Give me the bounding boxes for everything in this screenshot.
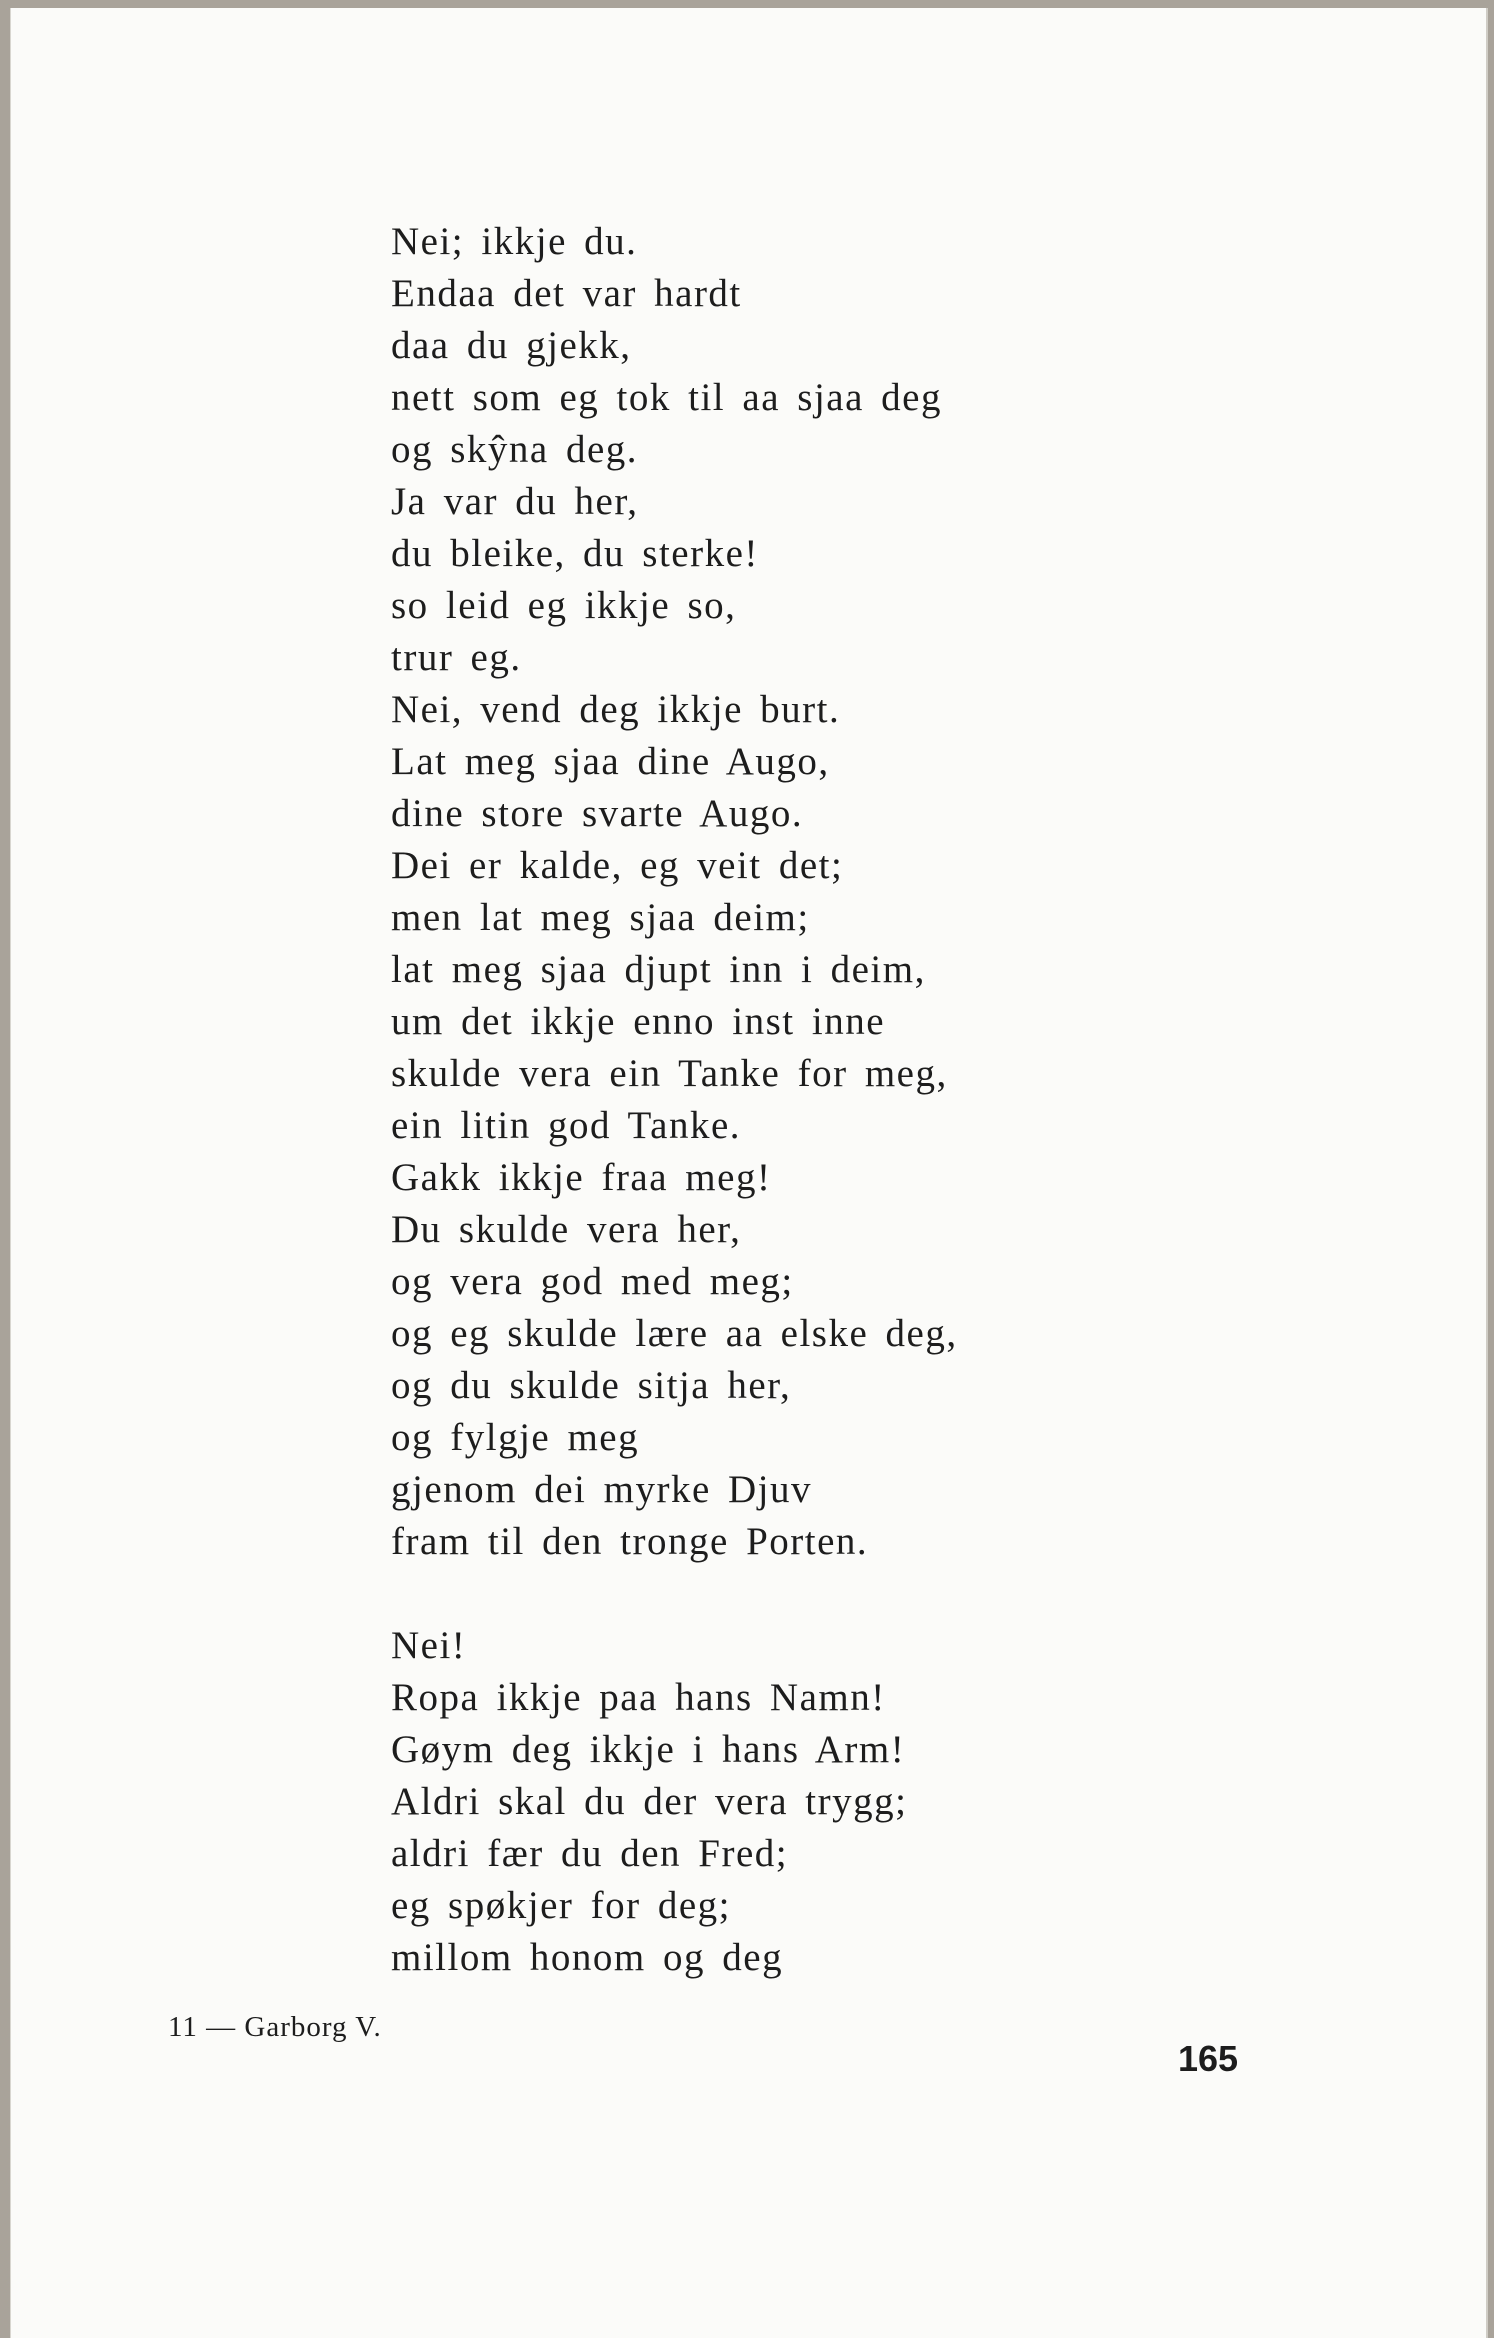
poem-line: Nei!: [391, 1624, 467, 1667]
poem-line: ein litin god Tanke.: [391, 1104, 742, 1147]
poem-line: eg spøkjer for deg;: [391, 1884, 731, 1927]
poem-line: Gøym deg ikkje i hans Arm!: [391, 1728, 906, 1771]
poem-line: Endaa det var hardt: [391, 272, 742, 315]
poem-line: og fylgje meg: [391, 1416, 640, 1459]
poem-line: men lat meg sjaa deim;: [391, 896, 810, 939]
poem-line: Aldri skal du der vera trygg;: [391, 1780, 908, 1823]
poem-line: lat meg sjaa djupt inn i deim,: [391, 948, 926, 991]
stanza-1: [391, 216, 958, 1568]
poem-line: so leid eg ikkje so,: [391, 584, 737, 627]
poem-line: aldri fær du den Fred;: [391, 1832, 789, 1875]
poem-line: Ja var du her,: [391, 480, 639, 523]
poem-line: fram til den tronge Porten.: [391, 1520, 869, 1563]
poem-line: Nei, vend deg ikkje burt.: [391, 688, 841, 731]
poem-line: og eg skulde lære aa elske deg,: [391, 1312, 958, 1355]
poem-line: um det ikkje enno inst inne: [391, 1000, 886, 1043]
poem-line: gjenom dei myrke Djuv: [391, 1468, 813, 1511]
poem-line: og du skulde sitja her,: [391, 1364, 792, 1407]
poem-line: og vera god med meg;: [391, 1260, 794, 1303]
poem-line: daa du gjekk,: [391, 324, 632, 367]
poem-line: millom honom og deg: [391, 1936, 784, 1979]
page-number: 165: [1178, 2038, 1239, 2079]
stanza-2: [391, 1620, 958, 1984]
book-page: [10, 8, 1488, 2338]
poem-text: [391, 216, 958, 1984]
poem-line: Ropa ikkje paa hans Namn!: [391, 1676, 886, 1719]
poem-line: du bleike, du sterke!: [391, 532, 759, 575]
poem-line: Du skulde vera her,: [391, 1208, 742, 1251]
poem-line: Gakk ikkje fraa meg!: [391, 1156, 772, 1199]
poem-line: nett som eg tok til aa sjaa deg: [391, 376, 942, 419]
poem-line: og skŷna deg.: [391, 428, 639, 471]
poem-line: Nei; ikkje du.: [391, 220, 638, 263]
poem-line: dine store svarte Augo.: [391, 792, 804, 835]
poem-line: Lat meg sjaa dine Augo,: [391, 740, 830, 783]
poem-line: trur eg.: [391, 636, 522, 679]
poem-line: skulde vera ein Tanke for meg,: [391, 1052, 948, 1095]
poem-line: Dei er kalde, eg veit det;: [391, 844, 844, 887]
signature-mark: 11 — Garborg V.: [168, 2011, 382, 2043]
